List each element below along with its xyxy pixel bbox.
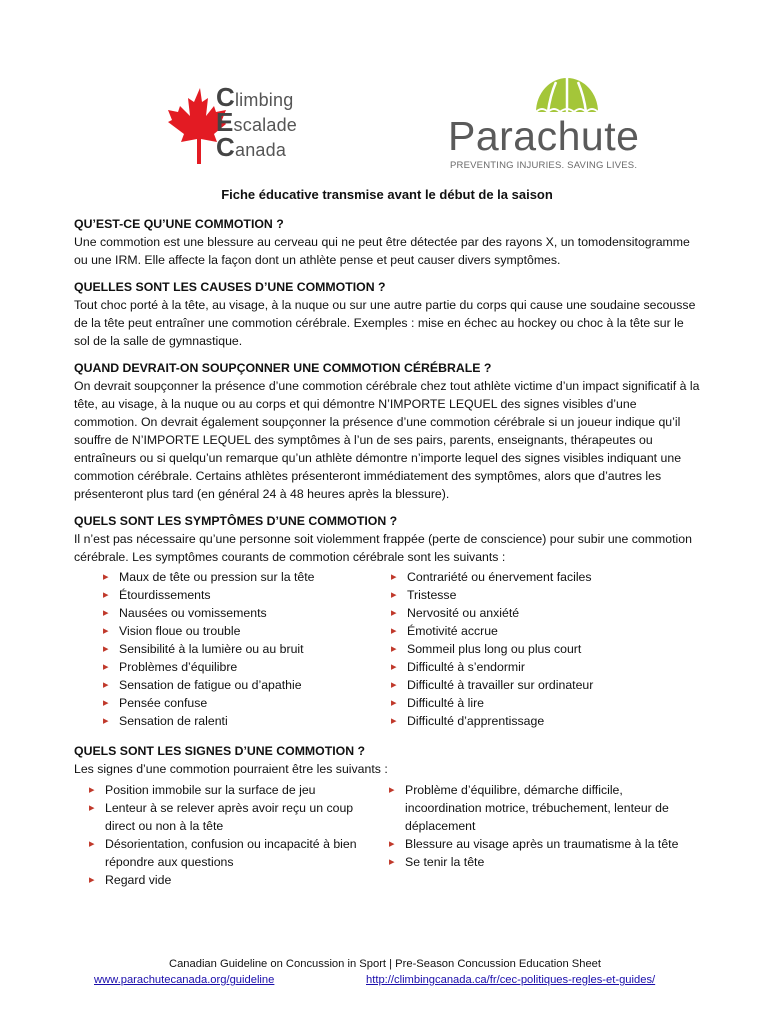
climbing-canada-guides-link[interactable]: http://climbingcanada.ca/fr/cec-politiques-regles-et-guides/ [366,974,656,986]
section-body-what: Une commotion est une blessure au cerveau qui ne peut être détectée par des rayons X, un tomodensitogramme ou une IRM. Elle affecte la façon dont un athlète pense et peut causer divers symptômes. [74,235,690,267]
parachute-logo [446,72,640,176]
list-item: ▸ Difficulté à lire [388,694,688,712]
parachute-guideline-link[interactable]: www.parachutecanada.org/guideline [94,974,275,986]
list-item: ▸ Regard vide [86,871,370,889]
list-item: ▸ Désorientation, confusion ou incapacité à bien répondre aux questions [86,835,370,871]
list-item: ▸ Étourdissements [100,586,370,604]
list-item: ▸ Lenteur à se relever après avoir reçu un coup direct ou non à la tête [86,799,370,835]
list-item: ▸ Blessure au visage après un traumatisme à la tête [386,835,696,853]
list-item: ▸ Nervosité ou anxiété [388,604,688,622]
section-heading-suspect: QUAND DEVRAIT-ON SOUPÇONNER UNE COMMOTION CÉRÉBRALE ? [74,361,492,375]
symptoms-list [74,568,700,730]
logo-header [0,0,770,180]
list-item: ▸ Émotivité accrue [388,622,688,640]
footer-links [0,972,770,988]
list-item: ▸ Sensation de ralenti [100,712,370,730]
parachute-umbrella-icon [534,72,600,116]
cec-line-3: Canada [216,132,287,162]
list-item: ▸ Difficulté à travailler sur ordinateur [388,676,688,694]
list-item: ▸ Problème d’équilibre, démarche difficile, incoordination motrice, trébuchement, lenteur de déplacement [386,781,696,835]
list-item: ▸ Sensibilité à la lumière ou au bruit [100,640,370,658]
signs-list-right [386,781,696,889]
parachute-wordmark: Parachute [448,113,640,159]
symptoms-list-left [100,568,370,730]
list-item: ▸ Position immobile sur la surface de jeu [86,781,370,799]
document-title: Fiche éducative transmise avant le début de la saison [221,187,553,202]
list-item: ▸ Difficulté à s’endormir [388,658,688,676]
section-body-signs: Les signes d’une commotion pourraient être les suivants : [74,762,388,776]
list-item: ▸ Maux de tête ou pression sur la tête [100,568,370,586]
list-item: ▸ Sensation de fatigue ou d’apathie [100,676,370,694]
signs-list-left [86,781,370,889]
section-heading-signs: QUELS SONT LES SIGNES D’UNE COMMOTION ? [74,744,366,758]
cec-line-1: Climbing [216,82,294,112]
list-item: ▸ Sommeil plus long ou plus court [388,640,688,658]
cec-wordmark [216,82,297,162]
cec-line-2: Escalade [216,107,297,137]
section-body-symptoms: Il n’est pas nécessaire qu’une personne soit violemment frappée (perte de conscience) pour subir une commotion cérébrale. Les symptômes courants de commotion cérébrale sont les suivants : [74,532,692,564]
symptoms-list-right [388,568,688,730]
list-item: ▸ Difficulté d’apprentissage [388,712,688,730]
list-item: ▸ Se tenir la tête [386,853,696,871]
list-item: ▸ Tristesse [388,586,688,604]
list-item: ▸ Nausées ou vomissements [100,604,370,622]
list-item: ▸ Pensée confuse [100,694,370,712]
section-body-causes: Tout choc porté à la tête, au visage, à la nuque ou sur une autre partie du corps qui cause une soudaine secousse de la tête peut entraîner une commotion cérébrale. Exemples : mise en échec au hockey ou choc à la tête sur le sol de la salle de gymnastique. [74,298,696,348]
list-item: ▸ Vision floue ou trouble [100,622,370,640]
section-heading-causes: QUELLES SONT LES CAUSES D’UNE COMMOTION ? [74,280,386,294]
signs-list [74,781,700,889]
climbing-escalade-canada-logo [166,82,306,170]
footer-caption: Canadian Guideline on Concussion in Sport | Pre-Season Concussion Education Sheet [168,958,602,970]
page-footer [0,956,770,988]
list-item: ▸ Problèmes d’équilibre [100,658,370,676]
list-item: ▸ Contrariété ou énervement faciles [388,568,688,586]
document-body [74,186,700,901]
section-heading-symptoms: QUELS SONT LES SYMPTÔMES D’UNE COMMOTION ? [74,514,398,528]
section-heading-what: QU’EST-CE QU’UNE COMMOTION ? [74,217,284,231]
parachute-tagline: PREVENTING INJURIES. SAVING LIVES. [450,160,638,171]
section-body-suspect: On devrait soupçonner la présence d’une commotion cérébrale chez tout athlète victime d’un impact significatif à la tête, au visage, à la nuque ou au corps et qui démontre N’IMPORTE LEQUEL des signes visibles d’une commotion. On devrait également soupçonner la présence d’une commotion cérébrale si un joueur indique qu’il souffre de N’IMPORTE LEQUEL des symptômes à l’un de ses pairs, parents, enseignants, thérapeutes ou entraîneurs ou si quelqu’un remarque qu’un athlète démontre n’importe lequel des signes visibles indiquant une commotion cérébrale. Certains athlètes présenteront immédiatement des symptômes, alors que d’autres les présenteront plus tard (en général 24 à 48 heures après la blessure). [74,379,700,501]
